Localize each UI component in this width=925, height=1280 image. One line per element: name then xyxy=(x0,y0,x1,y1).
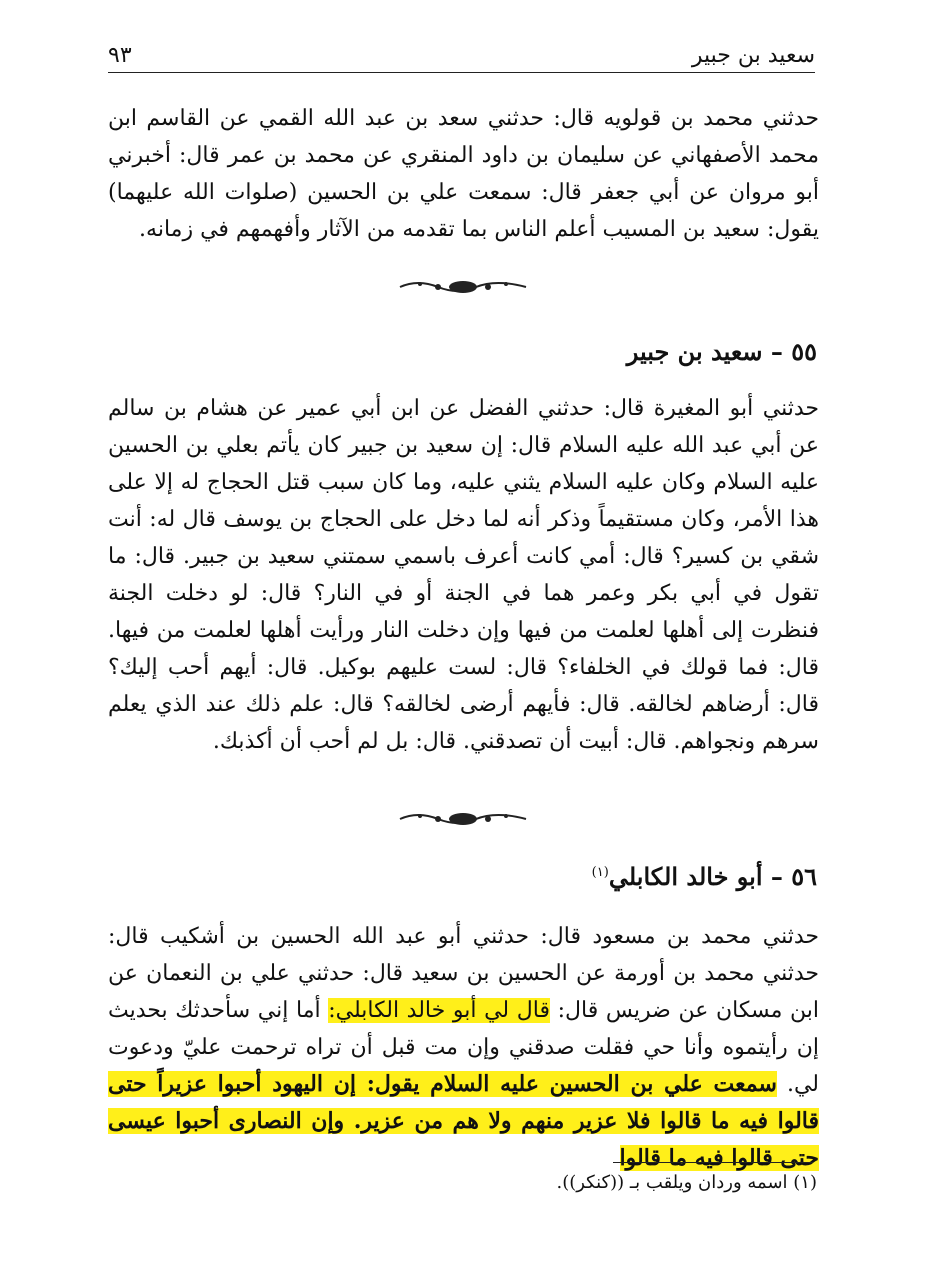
highlight-2: سمعت علي بن الحسين عليه السلام يقول: إن اليهود أحبوا عزيراً حتى قالوا فيه ما قالوا فلا عزير منهم ولا هم من عزير. وإن النصارى أحبوا عيسى حتى قالوا فيه ما قالوا xyxy=(108,1071,819,1171)
highlight-1: قال لي أبو خالد الكابلي: xyxy=(328,998,550,1023)
section-55-text: حدثني أبو المغيرة قال: حدثني الفضل عن ابن أبي عمير عن هشام بن سالم عن أبي عبد الله عليه السلام قال: إن سعيد بن جبير كان يأتم بعلي بن الحسين عليه السلام وكان عليه السلام يثني عليه، وما كان سبب قتل الحجاج له إلا على هذا الأمر، وكان مستقيماً وذكر أنه لما دخل على الحجاج بن يوسف قال له: أنت شقي بن كسير؟ قال: أمي كانت أعرف باسمي سمتني سعيد بن جبير. قال: ما تقول في أبي بكر وعمر هما في الجنة أو في النار؟ قال: لو دخلت الجنة فنظرت إلى أهلها لعلمت من فيها وإن دخلت النار ورأيت أهلها لعلمت من فيها. قال: فما قولك في الخلفاء؟ قال: لست عليهم بوكيل. قال: أيهم أحب إليك؟ قال: أرضاهم لخالقه. قال: فأيهم أرضى لخالقه؟ قال: علم ذلك عند الذي يعلم سرهم ونجواهم. قال: أبيت أن تصدقني. قال: بل لم أحب أن أكذبك. xyxy=(108,396,820,754)
page-number: ٩٣ xyxy=(108,43,132,68)
section-56-text xyxy=(108,918,819,1177)
intro-paragraph: حدثني محمد بن قولويه قال: حدثني سعد بن عبد الله القمي عن القاسم ابن محمد الأصفهاني عن سليمان بن داود المنقري عن محمد بن عمر قال: أخبرني أبو مروان عن أبي جعفر قال: سمعت علي بن الحسين (صلوات الله عليهما) يقول: سعيد بن المسيب أعلم الناس بما تقدمه من الآثار وأفهمهم في زمانه. xyxy=(108,106,819,242)
ornament-divider-icon xyxy=(0,276,925,298)
section-heading-56 xyxy=(592,862,817,891)
footnote: (١) اسمه وردان ويلقب بـ ((كنكر)). xyxy=(556,1172,817,1193)
section-heading-56-text: ٥٦ – أبو خالد الكابلي xyxy=(608,862,817,891)
ornament-divider-icon-2 xyxy=(0,808,925,830)
running-title: سعيد بن جبير xyxy=(691,43,815,68)
footnote-rule xyxy=(613,1162,813,1163)
section-56-text-a: حدثني محمد بن مسعود قال: حدثني أبو عبد الله الحسين بن أشكيب قال: حدثني محمد بن أورمة عن الحسين بن سعيد قال: حدثني علي بن النعمان عن ابن مسكان عن ضريس قال: xyxy=(108,924,819,1023)
section-56-text-b: أما إني سأحدثك بحديث إن رأيتموه وأنا حي فقلت صدقني وإن مت قبل أن تراه ترحمت عليّ ودعوت لي. xyxy=(108,998,820,1097)
page-header xyxy=(108,36,815,73)
section-heading-55: ٥٥ – سعيد بن جبير xyxy=(626,337,817,366)
footnote-marker: (١) xyxy=(591,865,609,880)
